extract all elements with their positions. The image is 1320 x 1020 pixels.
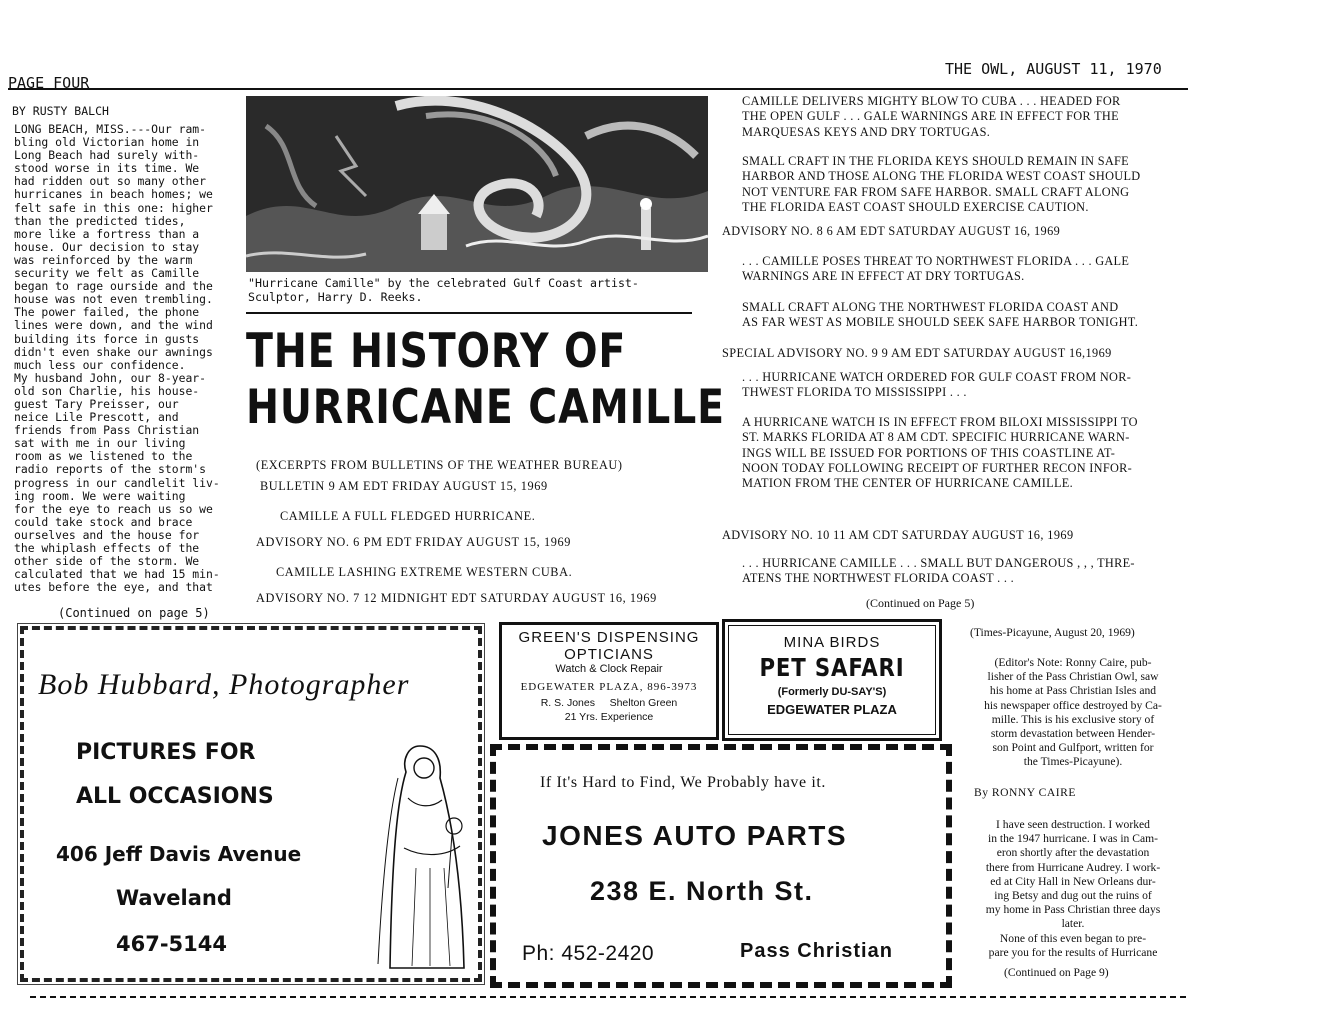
bob-ad-phone: 467-5144 [116,932,227,956]
caption-line-1: "Hurricane Camille" by the celebrated Gulf Coast artist- [248,276,639,290]
headline-line-1: THE HISTORY OF [246,324,627,379]
article-line: Long Beach had surely with- [14,148,200,163]
bulletin-line: SMALL CRAFT ALONG THE NORTHWEST FLORIDA COAST AND [742,300,1119,314]
article-line: began to rage ourside and the [14,279,213,294]
right-paragraph-3 [742,254,1188,285]
caire-body-line: None of this even began to pre- [999,931,1147,945]
article-line: felt safe in this one: higher [14,200,213,215]
advisory-10: ADVISORY NO. 10 11 AM CDT SATURDAY AUGUST 16, 1969 [722,528,1074,542]
hurricane-artwork-image [246,96,708,272]
article-line: lines were down, and the wind [14,318,213,333]
article-line: old son Charlie, his house- [14,383,200,398]
article-line: ing room. We were waiting [14,488,186,503]
editors-note-line: lisher of the Pass Christian Owl, saw [987,670,1159,684]
article-line: than the predicted tides, [14,213,186,228]
caption-rule [246,312,692,314]
article-line: calculated that we had 15 min- [14,567,220,582]
left-continued: (Continued on page 5) [58,606,210,620]
caire-body-line: in the 1947 hurricane. I was in Cam- [988,832,1158,846]
masthead: THE OWL, AUGUST 11, 1970 [945,60,1162,78]
artwork-caption [248,276,708,304]
bulletin-line: ST. MARKS FLORIDA AT 8 AM CDT. SPECIFIC HURRICANE WARN- [742,430,1130,445]
right-paragraph-6 [742,415,1188,491]
bulletin-advisory-7: ADVISORY NO. 7 12 MIDNIGHT EDT SATURDAY AUGUST 16, 1969 [256,591,657,605]
bob-ad-address: 406 Jeff Davis Avenue [56,842,302,866]
article-line: room as we listened to the [14,449,193,464]
article-line: for the eye to reach us so we [14,501,213,516]
caire-body-line: ed at City Hall in New Orleans dur- [990,874,1156,888]
article-line: ourselves and the house for [14,527,200,542]
bulletin-line: MARQUESAS KEYS AND DRY TORTUGAS. [742,124,991,139]
greens-name-2: OPTICIANS [564,646,654,663]
right-paragraph-2 [742,154,1188,215]
jones-phone: Ph: 452-2420 [522,942,655,965]
bulletin-line: THWEST FLORIDA TO MISSISSIPPI . . . [742,385,967,400]
bob-ad-city: Waveland [116,886,232,910]
article-line: the whiplash effects of the [14,541,200,555]
pet-safari-formerly: (Formerly DU-SAY'S) [777,686,887,698]
mina-birds: MINA BIRDS [783,634,881,651]
bulletin-line: . . . CAMILLE POSES THREAT TO NORTHWEST FLORIDA . . . GALE [742,254,1130,268]
greens-experience: 21 Yrs. Experience [564,711,654,723]
caire-body-line: later. [1061,917,1085,931]
pet-safari-location: EDGEWATER PLAZA [767,702,897,717]
bob-ad-line-1: PICTURES FOR [76,740,256,765]
article-line: The power failed, the phone [14,305,200,320]
headline [246,324,725,436]
article-line: building its force in gusts [14,331,200,346]
bulletin-line: INGS WILL BE ISSUED FOR PORTIONS OF THIS COASTLINE AT- [742,445,1116,460]
article-line: was reinforced by the warm [14,252,193,267]
page-label: PAGE FOUR [8,74,90,92]
advisory-8: ADVISORY NO. 8 6 AM EDT SATURDAY AUGUST 16, 1969 [722,224,1061,238]
article-line: LONG BEACH, MISS.---Our ram- [14,122,207,136]
caire-body-line: I have seen destruction. I worked [996,818,1150,831]
editors-note-line: the Times-Picayune). [1023,755,1123,769]
editors-note-line: son Point and Gulfport, written for [992,741,1154,755]
bulletin-line: A HURRICANE WATCH IS IN EFFECT FROM BILOXI MISSISSIPPI TO [742,415,1138,429]
right-paragraph-5 [742,370,1188,401]
bulletin-line: CAMILLE DELIVERS MIGHTY BLOW TO CUBA . . . HEADED FOR [742,94,1121,108]
article-line: sat with me in our living [14,436,186,451]
jones-address: 238 E. North St. [590,876,814,906]
bulletin-line: AS FAR WEST AS MOBILE SHOULD SEEK SAFE HARBOR TONIGHT. [742,315,1139,330]
bride-illustration [368,738,478,974]
caire-source: (Times-Picayune, August 20, 1969) [970,626,1135,639]
hurricane-artwork [246,96,708,272]
jones-tagline: If It's Hard to Find, We Probably have it. [540,774,827,791]
bulletin-line: ATENS THE NORTHWEST FLORIDA COAST . . . [742,571,1014,586]
jones-name: JONES AUTO PARTS [542,820,848,851]
caption-line-2: Sculptor, Harry D. Reeks. [248,290,423,304]
editors-note-line: his newspaper office destroyed by Ca- [984,698,1162,712]
byline: BY RUSTY BALCH [12,104,109,118]
article-line: neice Lile Prescott, and [14,410,179,425]
editors-note [962,656,1184,770]
right-paragraph-1 [742,94,1188,140]
bottom-dashed-border [30,996,1186,998]
editors-note-line: (Editor's Note: Ronny Caire, pub- [994,656,1152,669]
article-line: could take stock and brace [14,514,193,529]
greens-opticians-ad [499,622,719,740]
left-article-body [14,123,238,594]
caire-body-line: there from Hurricane Audrey. I work- [985,860,1161,874]
editors-note-line: mille. This is his exclusive story of [991,712,1155,726]
bulletin-line: . . . HURRICANE CAMILLE . . . SMALL BUT DANGEROUS , , , THRE- [742,556,1135,570]
article-line: much less our confidence. [14,357,186,372]
article-line: utes before the eye, and that [14,580,213,595]
pet-safari-name: PET SAFARI [759,653,905,682]
article-line: radio reports of the storm's [14,462,207,477]
editors-note-line: his home at Pass Christian Isles and [989,684,1157,698]
editors-note-line: storm devastation between Hender- [990,727,1156,741]
article-line: bling old Victorian home in [14,135,200,150]
header-rule [8,88,1188,90]
article-line: hurricanes in beach homes; we [14,187,213,202]
caire-body-line: eron shortly after the devastation [996,846,1150,860]
article-line: other side of the storm. We [14,554,200,569]
article-line: had ridden out so many other [14,174,207,189]
caire-byline: By RONNY CAIRE [974,786,1076,799]
greens-location: EDGEWATER PLAZA, 896-3973 [520,681,698,693]
advisory-9: SPECIAL ADVISORY NO. 9 9 AM EDT SATURDAY AUGUST 16,1969 [722,346,1112,360]
bulletin-line: . . . HURRICANE WATCH ORDERED FOR GULF COAST FROM NOR- [742,370,1132,384]
jones-city: Pass Christian [740,940,893,962]
pet-safari-text [722,634,942,717]
right-paragraph-7 [742,556,1188,587]
article-line: more like a fortress than a [14,226,200,241]
bulletin-full-fledged: CAMILLE A FULL FLEDGED HURRICANE. [280,509,536,523]
article-line: house was not even trembling. [14,292,213,307]
headline-line-2: HURRICANE CAMILLE [246,380,725,435]
caire-body-line: ing Betsy and dug out the ruins of [994,889,1152,903]
caire-body-line: pare you for the results of Hurricane [988,945,1158,959]
bulletin-lashing-cuba: CAMILLE LASHING EXTREME WESTERN CUBA. [276,565,573,579]
right-paragraph-4 [742,300,1188,331]
bulletin-line: NOT VENTURE FAR FROM SAFE HARBOR. SMALL CRAFT ALONG [742,184,1130,199]
bulletin-intro: (EXCERPTS FROM BULLETINS OF THE WEATHER BUREAU) [256,458,623,472]
bulletin-line: MATION FROM THE CENTER OF HURRICANE CAMILLE. [742,476,1073,491]
bulletin-advisory-6: ADVISORY NO. 6 PM EDT FRIDAY AUGUST 15, 1969 [256,535,571,549]
article-line: stood worse in its time. We [14,161,200,176]
greens-name-1: GREEN'S DISPENSING [518,629,700,646]
bulletin-line: NOON TODAY FOLLOWING RECEIPT OF FURTHER RECON INFOR- [742,460,1133,475]
bulletin-line: WARNINGS ARE IN EFFECT AT DRY TORTUGAS. [742,269,1025,284]
caire-continued: (Continued on Page 9) [1004,966,1109,979]
greens-owners: R. S. Jones Shelton Green [540,697,678,709]
bob-ad-title: Bob Hubbard, Photographer [38,668,410,701]
article-line: security we felt as Camille [14,266,200,281]
article-line: didn't even shake our awnings [14,344,213,359]
greens-service: Watch & Clock Repair [555,663,663,675]
caire-body-line: my home in Pass Christian three days [985,903,1161,917]
bulletin-line: THE FLORIDA EAST COAST SHOULD EXERCISE CAUTION. [742,199,1089,214]
article-line: guest Tary Preisser, our [14,396,179,411]
article-line: progress in our candlelit liv- [14,475,220,490]
article-line: house. Our decision to stay [14,239,200,254]
article-line: My husband John, our 8-year- [14,370,207,385]
bulletin-line: HARBOR AND THOSE ALONG THE FLORIDA WEST COAST SHOULD [742,169,1141,184]
caire-body [962,818,1184,960]
bulletin-9am: BULLETIN 9 AM EDT FRIDAY AUGUST 15, 1969 [260,479,548,493]
article-line: friends from Pass Christian [14,423,200,438]
bulletin-line: THE OPEN GULF . . . GALE WARNINGS ARE IN EFFECT FOR THE [742,109,1119,124]
right-continued: (Continued on Page 5) [866,596,975,610]
bulletin-line: SMALL CRAFT IN THE FLORIDA KEYS SHOULD REMAIN IN SAFE [742,154,1129,168]
bob-ad-line-2: ALL OCCASIONS [76,784,274,809]
